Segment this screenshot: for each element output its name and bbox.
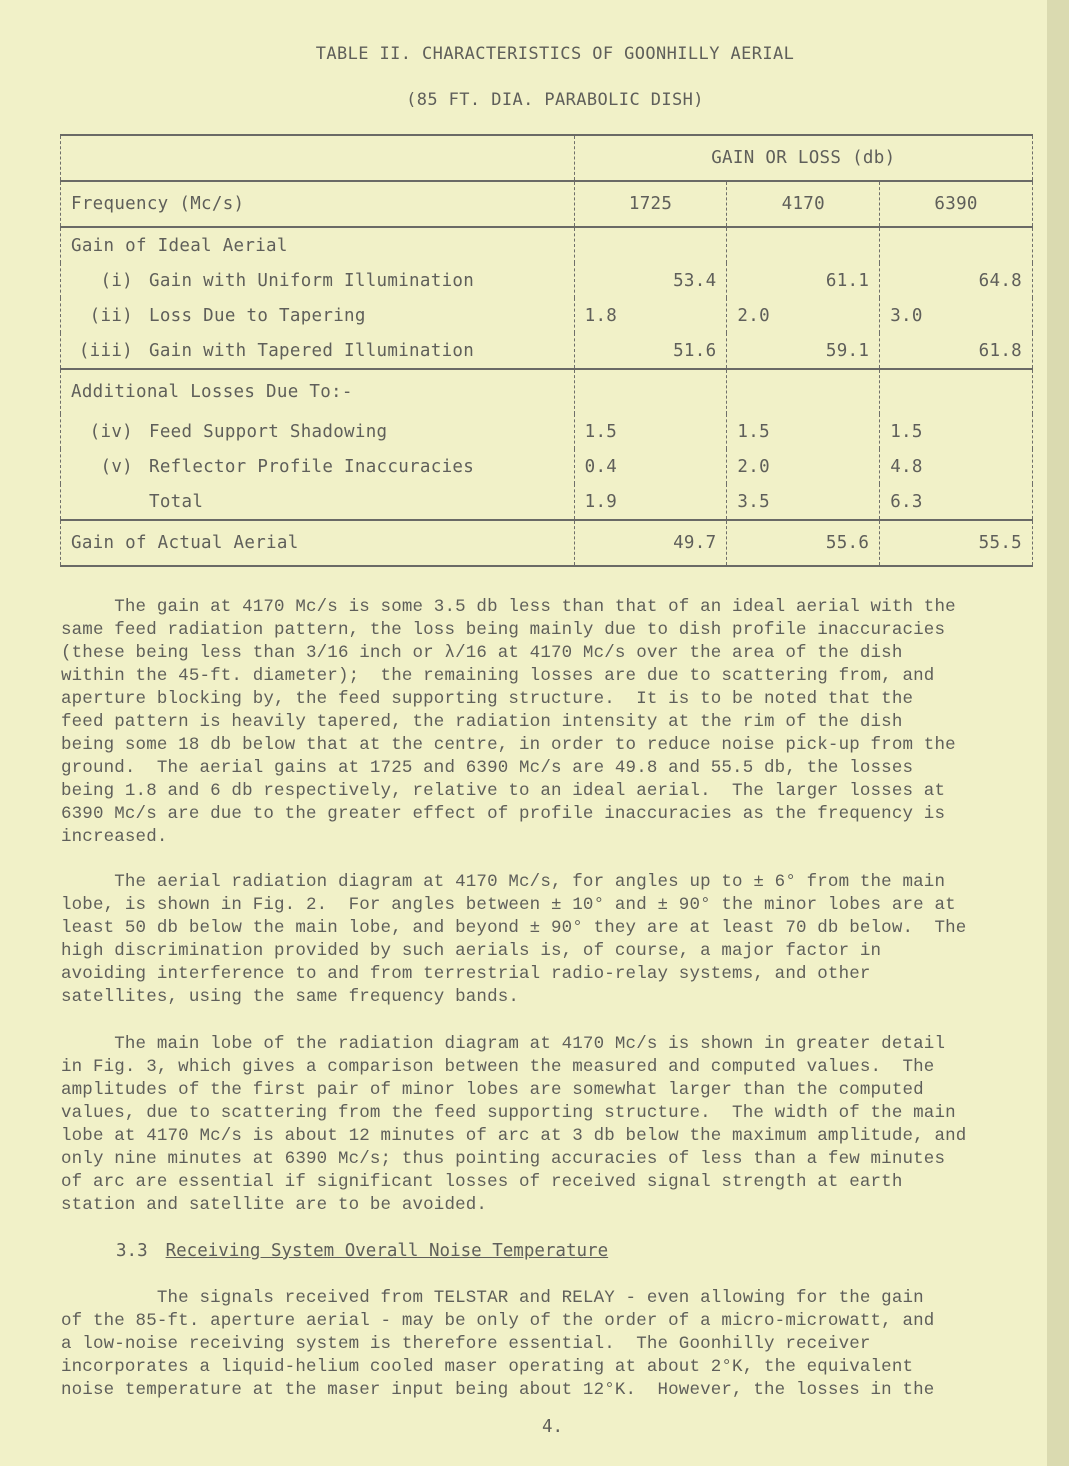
ideal-heading: Gain of Ideal Aerial: [61, 227, 575, 263]
value-4170: 2.0: [727, 298, 880, 333]
value-1725: 0.4: [574, 449, 727, 484]
row-index: (iii): [78, 340, 133, 361]
section-heading: [116, 1241, 608, 1261]
paragraph-gain: The gain at 4170 Mc/s is some 3.5 db less than that of an ideal aerial with the same feed radiation pattern, the loss being mainly due to dish profile inaccuracies (these being less than 3/16 inch or λ/16 at 4170 Mc/s over the area of the dish within the 45-ft. diameter); the remaining losses are due to scattering from, and aperture blocking by, the feed supporting structure. It is to be noted that the feed pattern is heavily tapered, the radiation intensity at the rim of the dish being some 18 db below that at the centre, in order to reduce noise pick-up from the ground. The aerial gains at 1725 and 6390 Mc/s are 49.8 and 55.5 db, the losses being 1.8 and 6 db respectively, relative to an ideal aerial. The larger losses at 6390 Mc/s are due to the greater effect of profile inaccuracies as the frequency is increased.: [61, 597, 956, 847]
value-4170: 1.5: [727, 414, 880, 449]
value-4170: 3.5: [727, 484, 880, 520]
row-index: (i): [100, 270, 133, 291]
ideal-heading-row: [61, 227, 1033, 263]
value-6390: 64.8: [880, 263, 1033, 298]
row-index: (iv): [89, 421, 133, 442]
paragraph-radiation-diagram: The aerial radiation diagram at 4170 Mc/s, for angles up to ± 6° from the main lobe, is shown in Fig. 2. For angles between ± 10° and ± 90° the minor lobes are at least 50 db below the main lobe, and beyond ± 90° they are at least 70 db below. The high discrimination provided by such aerials is, of course, a major factor in avoiding interference to and from terrestrial radio-relay systems, and other satellites, using the same frequency bands.: [61, 872, 967, 1007]
table-title: TABLE II. CHARACTERISTICS OF GOONHILLY AERIAL: [315, 44, 795, 64]
table-row: [61, 298, 1033, 333]
row-label: Gain with Tapered Illumination: [149, 340, 475, 361]
value-6390: 6.3: [880, 484, 1033, 520]
row-index: (v): [100, 456, 133, 477]
value-1725: 1.5: [574, 414, 727, 449]
losses-heading-row: [61, 369, 1033, 414]
value-4170: 59.1: [727, 333, 880, 369]
aerial-characteristics-table: [60, 134, 1033, 567]
table-row: [61, 263, 1033, 298]
value-1725: 1.8: [574, 298, 727, 333]
table-header-row: [61, 135, 1033, 181]
value-4170: 61.1: [727, 263, 880, 298]
row-index: (ii): [89, 305, 133, 326]
row-label: Loss Due to Tapering: [149, 305, 366, 326]
row-label: Gain with Uniform Illumination: [149, 270, 475, 291]
group-header: GAIN OR LOSS (db): [574, 135, 1032, 181]
table-row: [61, 449, 1033, 484]
table-row: [61, 484, 1033, 520]
frequency-6390: 6390: [880, 181, 1033, 227]
section-number: 3.3: [116, 1241, 148, 1261]
actual-gain-row: [61, 520, 1033, 566]
row-label: Total: [149, 491, 204, 512]
actual-gain-label: Gain of Actual Aerial: [61, 520, 575, 566]
value-4170: 55.6: [727, 520, 880, 566]
header-blank-cell: [61, 135, 575, 181]
row-label: Reflector Profile Inaccuracies: [149, 456, 475, 477]
value-6390: 3.0: [880, 298, 1033, 333]
value-6390: 55.5: [880, 520, 1033, 566]
page-number: 4.: [542, 1417, 564, 1437]
value-4170: 2.0: [727, 449, 880, 484]
frequency-1725: 1725: [574, 181, 727, 227]
frequency-row: [61, 181, 1033, 227]
paragraph-main-lobe: The main lobe of the radiation diagram at 4170 Mc/s is shown in greater detail in Fig. 3, which gives a comparison between the measured and computed values. The amplitudes of the first pair of minor lobes are somewhat larger than the computed values, due to scattering from the feed supporting structure. The width of the main lobe at 4170 Mc/s is about 12 minutes of arc at 3 db below the maximum amplitude, and only nine minutes at 6390 Mc/s; thus pointing accuracies of less than a few minutes of arc are essential if significant losses of received signal strength at earth station and satellite are to be avoided.: [61, 1034, 967, 1215]
value-1725: 53.4: [574, 263, 727, 298]
value-6390: 1.5: [880, 414, 1033, 449]
table-row: [61, 414, 1033, 449]
table-row: [61, 333, 1033, 369]
value-1725: 51.6: [574, 333, 727, 369]
section-title: Receiving System Overall Noise Temperature: [165, 1241, 609, 1261]
value-1725: 49.7: [574, 520, 727, 566]
frequency-4170: 4170: [727, 181, 880, 227]
frequency-label: Frequency (Mc/s): [61, 181, 575, 227]
row-label: Feed Support Shadowing: [149, 421, 388, 442]
value-6390: 61.8: [880, 333, 1033, 369]
paragraph-receiving-system: The signals received from TELSTAR and RELAY - even allowing for the gain of the 85-ft. aperture aerial - may be only of the order of a micro-microwatt, and a low-noise receiving system is therefore essential. The Goonhilly receiver incorporates a liquid-helium cooled maser operating at about 2°K, the equivalent noise temperature at the maser input being about 12°K. However, the losses in the: [61, 1288, 935, 1400]
value-6390: 4.8: [880, 449, 1033, 484]
value-1725: 1.9: [574, 484, 727, 520]
losses-heading: Additional Losses Due To:-: [61, 369, 575, 414]
table-subtitle: (85 FT. DIA. PARABOLIC DISH): [406, 90, 704, 110]
